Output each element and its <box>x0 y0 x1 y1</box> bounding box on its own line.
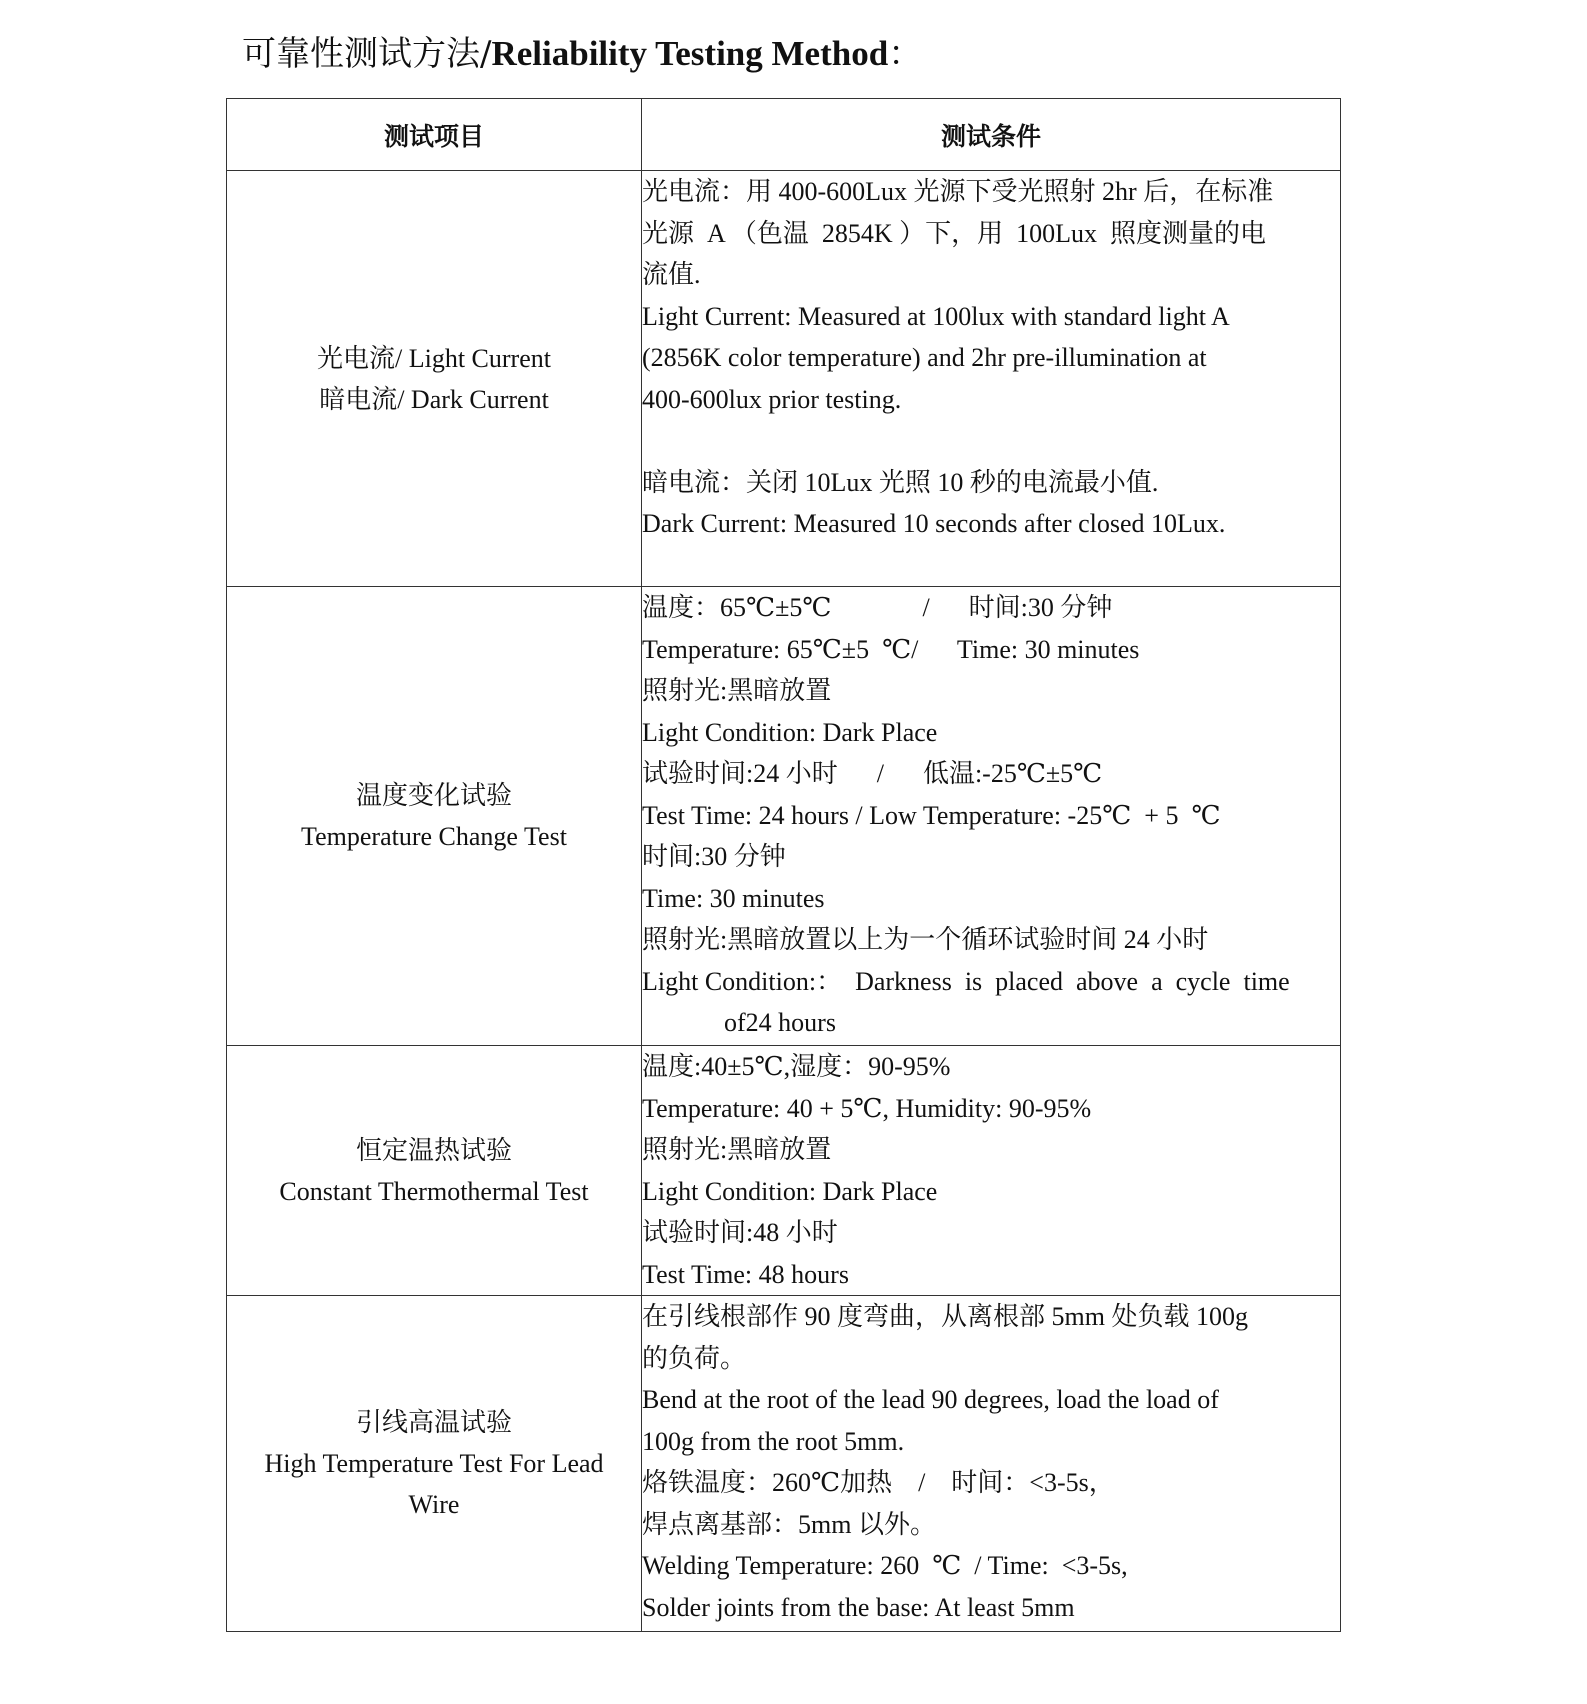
test-item-name: Temperature Change Test <box>301 822 567 851</box>
test-item-name: Constant Thermothermal Test <box>279 1176 589 1206</box>
condition-line: 时间:30 分钟 <box>642 842 786 871</box>
condition-line: Light Condition: Dark Place <box>642 717 938 747</box>
condition-line: Light Condition: Dark Place <box>642 1176 938 1206</box>
test-item-name: 温度变化试验 <box>355 781 512 810</box>
test-item-cell <box>227 1046 642 1296</box>
condition-line: 试验时间:48 小时 <box>642 1218 838 1247</box>
header-test-item: 测试项目 <box>227 99 642 171</box>
condition-line: Temperature: 65℃±5 ℃/ Time: 30 minutes <box>642 634 1140 664</box>
condition-line: 温度：65℃±5℃ / 时间:30 分钟 <box>642 593 1113 622</box>
condition-line: 在引线根部作 90 度弯曲，从离根部 5mm 处负载 100g <box>642 1302 1248 1331</box>
condition-line: 照射光:黑暗放置以上为一个循环试验时间 24 小时 <box>642 925 1209 954</box>
condition-line: 400-600lux prior testing. <box>642 384 902 414</box>
condition-line: Welding Temperature: 260 ℃ / Time: <3-5s, <box>642 1551 1128 1580</box>
table-header-row <box>227 99 1341 171</box>
condition-line: Light Condition:： Darkness is placed above a cycle time <box>642 966 1290 996</box>
condition-line: 光电流：用 400-600Lux 光源下受光照射 2hr 后，在标准 <box>642 177 1274 206</box>
condition-line: Test Time: 24 hours / Low Temperature: -25℃ + 5 ℃ <box>642 800 1221 830</box>
condition-line: 流值. <box>642 260 701 289</box>
condition-line: 暗电流：关闭 10Lux 光照 10 秒的电流最小值. <box>642 467 1159 497</box>
table-row <box>227 171 1341 587</box>
test-item-cell <box>227 587 642 1046</box>
condition-line: Light Current: Measured at 100lux with standard light A <box>642 301 1230 331</box>
page-title-suffix: ： <box>888 34 923 74</box>
condition-line: Dark Current: Measured 10 seconds after closed 10Lux. <box>642 509 1226 538</box>
test-item-cell <box>227 1296 642 1632</box>
reliability-test-table <box>226 98 1341 1632</box>
condition-line: 温度:40±5℃,湿度：90-95% <box>642 1052 951 1081</box>
condition-line: of24 hours <box>724 1008 836 1037</box>
condition-line: Bend at the root of the lead 90 degrees, load the load of <box>642 1385 1219 1414</box>
condition-line: 照射光:黑暗放置 <box>642 1135 832 1164</box>
condition-line: 照射光:黑暗放置 <box>642 676 832 705</box>
condition-line: 光源 A （色温 2854K ）下，用 100Lux 照度测量的电 <box>642 218 1267 248</box>
test-item-name: Wire <box>408 1490 460 1519</box>
test-item-name: 光电流/ Light Current <box>317 343 551 373</box>
condition-line: 100g from the root 5mm. <box>642 1426 905 1456</box>
condition-line: 试验时间:24 小时 / 低温:-25℃±5℃ <box>642 759 1103 788</box>
test-condition-cell <box>642 171 1341 587</box>
condition-line: 烙铁温度：260℃加热 / 时间：<3-5s， <box>642 1468 1115 1497</box>
condition-line: Temperature: 40 + 5℃, Humidity: 90-95% <box>642 1093 1092 1123</box>
page-title-en: Reliability Testing Method <box>491 34 889 73</box>
test-item-name: 暗电流/ Dark Current <box>319 384 549 414</box>
test-item-name: 恒定温热试验 <box>355 1135 512 1165</box>
test-item-cell <box>227 171 642 587</box>
condition-spacer <box>642 420 1340 462</box>
condition-line: Solder joints from the base: At least 5mm <box>642 1592 1075 1622</box>
test-condition-cell <box>642 587 1341 1046</box>
test-item-name: 引线高温试验 <box>355 1408 512 1437</box>
page-title-zh: 可靠性测试方法/ <box>242 34 492 74</box>
condition-line: Test Time: 48 hours <box>642 1259 849 1289</box>
test-condition-cell <box>642 1296 1341 1632</box>
table-row <box>227 587 1341 1046</box>
condition-line: 焊点离基部：5mm 以外。 <box>642 1509 936 1539</box>
condition-line: 的负荷。 <box>642 1343 747 1373</box>
condition-line: Time: 30 minutes <box>642 883 825 913</box>
table-row <box>227 1046 1341 1296</box>
condition-line: (2856K color temperature) and 2hr pre-illumination at <box>642 343 1207 372</box>
table-row <box>227 1296 1341 1632</box>
header-test-condition: 测试条件 <box>642 99 1341 171</box>
test-item-name: High Temperature Test For Lead <box>264 1449 604 1478</box>
test-condition-cell <box>642 1046 1341 1296</box>
page-title <box>242 30 922 78</box>
